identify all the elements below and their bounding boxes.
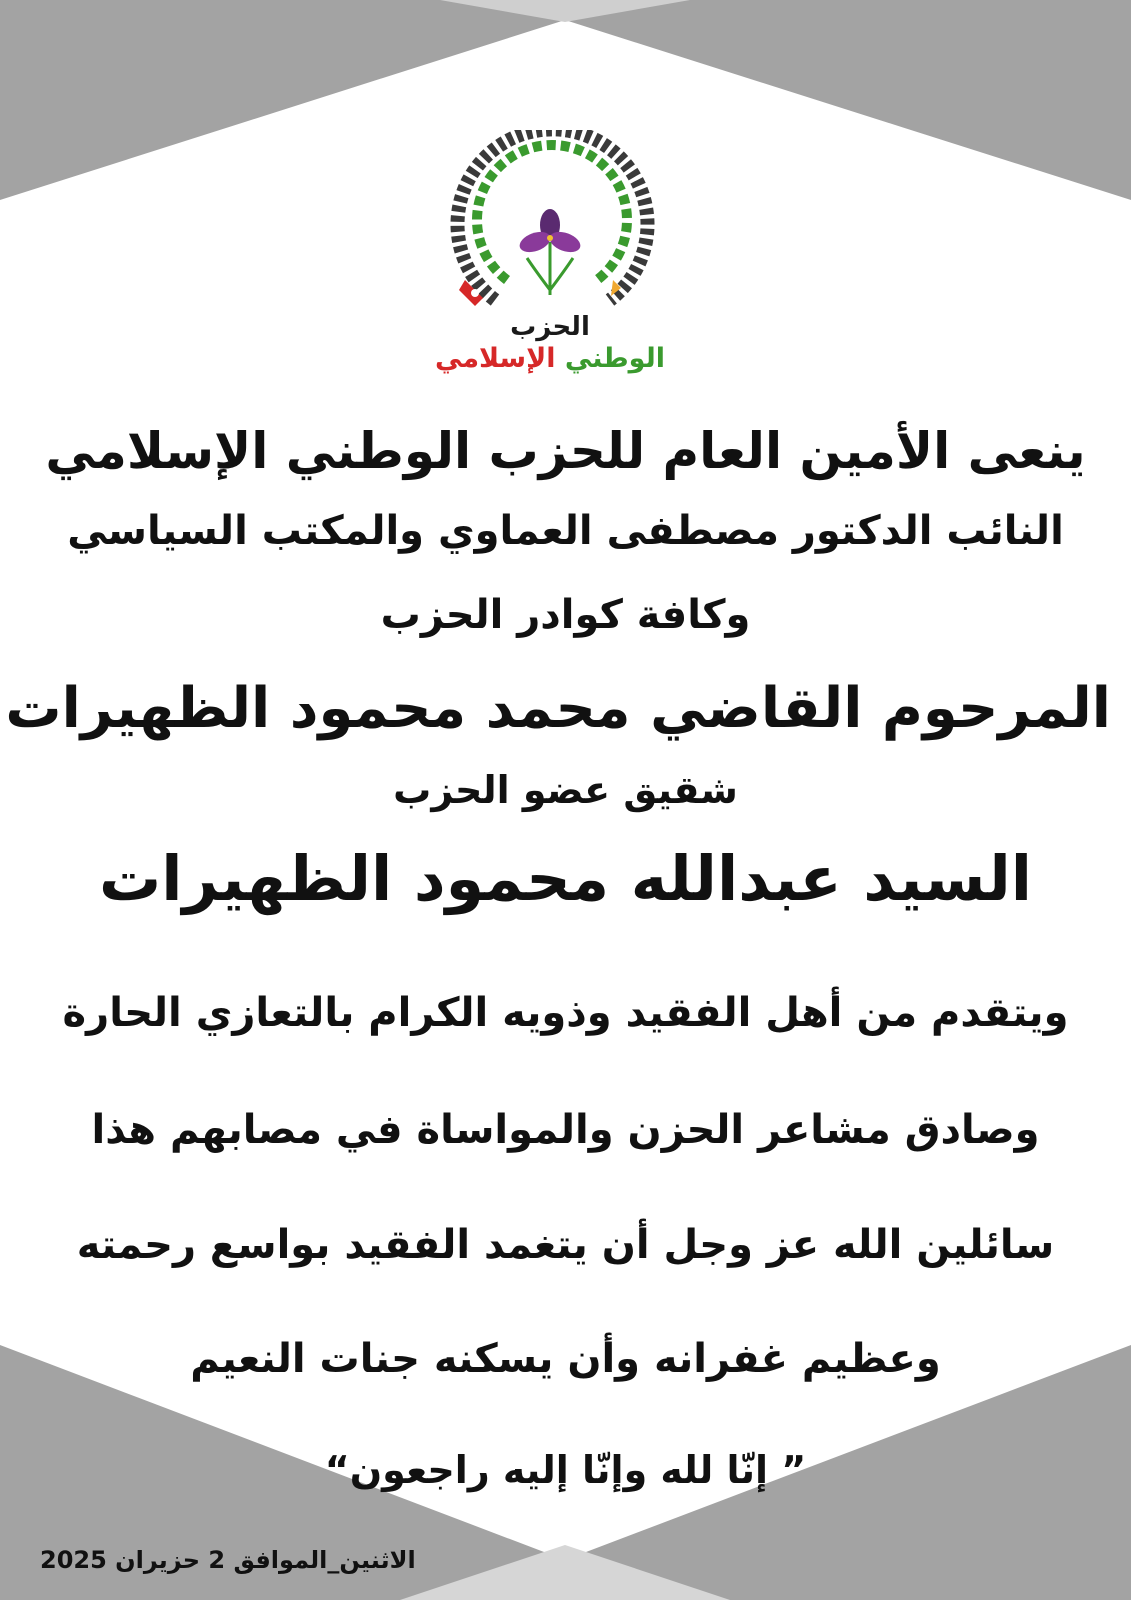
condolence-line-2: وصادق مشاعر الحزن والمواساة في مصابهم هذا: [91, 1107, 1040, 1153]
announcement-cadres: وكافة كوادر الحزب: [380, 592, 751, 638]
iris-flower-icon: [517, 209, 583, 295]
deceased-name: المرحوم القاضي محمد محمود الظهيرات: [5, 676, 1111, 741]
member-name: السيد عبدالله محمود الظهيرات: [98, 842, 1033, 915]
logo-party-name: [380, 343, 720, 374]
condolence-line-3: سائلين الله عز وجل أن يتغمد الفقيد بواسع رحمته: [76, 1222, 1055, 1268]
logo-party-word: الحزب: [510, 312, 590, 342]
logo-name-green: الوطني: [564, 343, 665, 374]
party-logo: [435, 130, 665, 320]
logo-name-red: الإسلامي: [435, 343, 556, 374]
announcement-secretary: النائب الدكتور مصطفى العماوي والمكتب السياسي: [67, 508, 1064, 554]
condolence-line-4: وعظيم غفرانه وأن يسكنه جنات النعيم: [190, 1336, 941, 1382]
condolence-line-1: ويتقدم من أهل الفقيد وذويه الكرام بالتعازي الحارة: [62, 990, 1069, 1036]
relation-line: شقيق عضو الحزب: [393, 768, 738, 812]
quran-verse: ” إنّا لله وإنّا إليه راجعون“: [324, 1448, 807, 1492]
announcement-heading: ينعى الأمين العام للحزب الوطني الإسلامي: [45, 422, 1086, 480]
footer-date: الاثنين_الموافق 2 حزيران 2025: [40, 1546, 416, 1574]
